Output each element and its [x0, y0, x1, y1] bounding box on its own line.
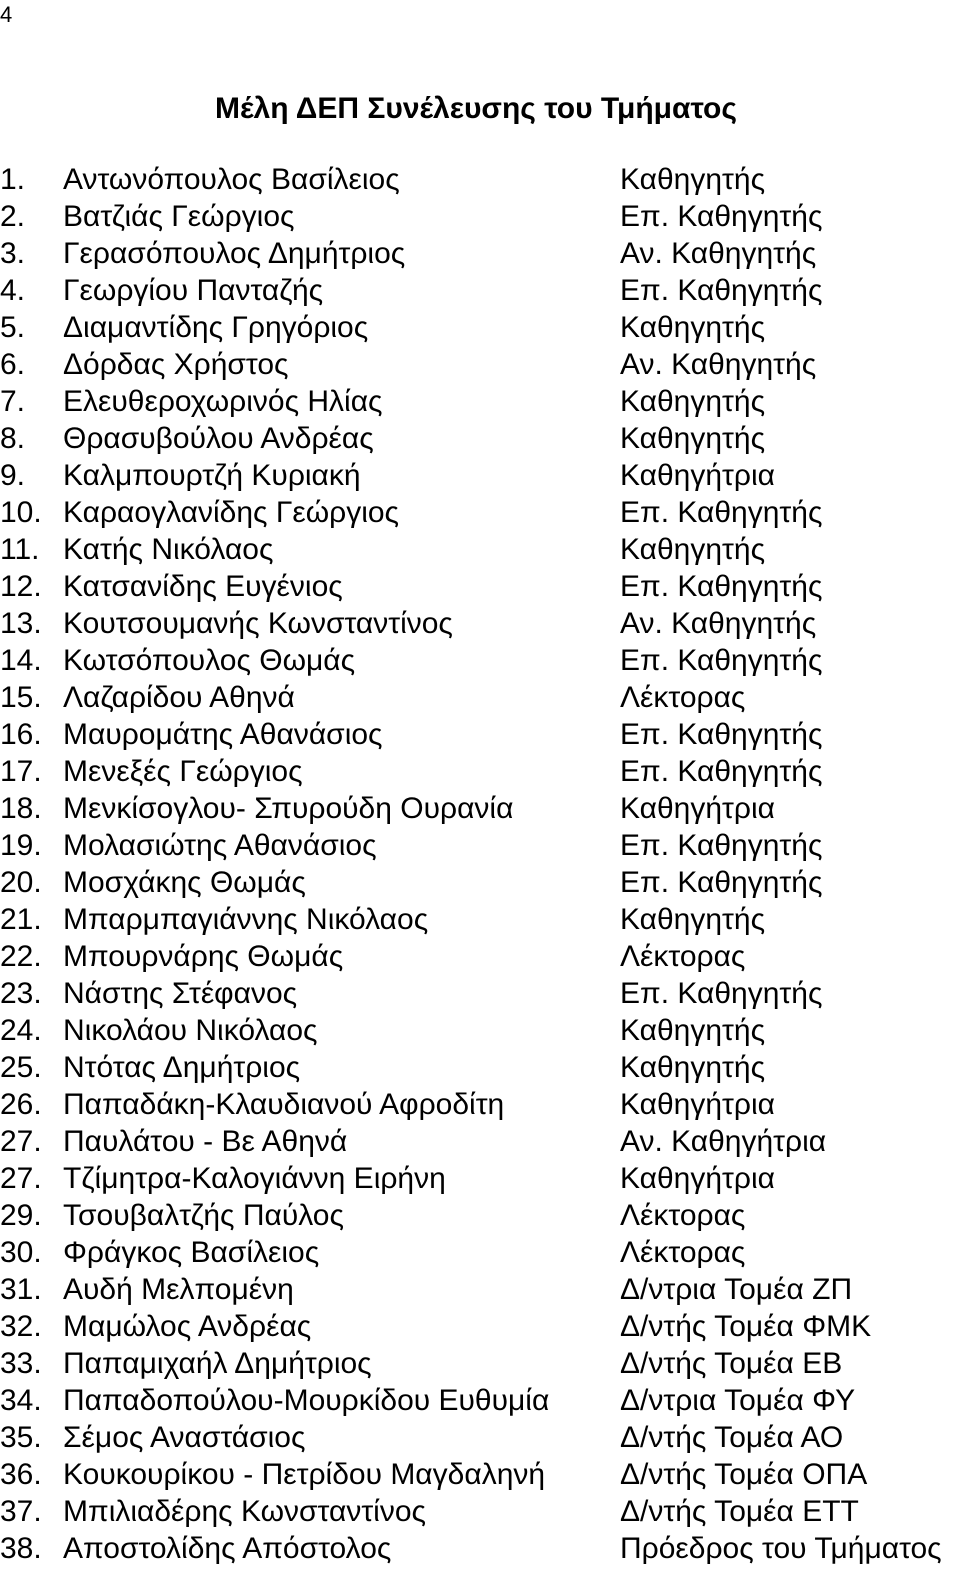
- list-item: [0, 827, 960, 864]
- member-title: Αν. Καθηγητής: [620, 237, 817, 270]
- member-title: Επ. Καθηγητής: [620, 570, 823, 603]
- member-number: 27.: [0, 1162, 42, 1195]
- member-name: Δόρδας Χρήστος: [63, 348, 289, 381]
- member-number: 22.: [0, 940, 42, 973]
- member-name: Ντότας Δημήτριος: [63, 1051, 301, 1084]
- member-title: Καθηγήτρια: [620, 792, 775, 825]
- member-title: Πρόεδρος του Τμήματος: [620, 1532, 942, 1565]
- member-number: 3.: [0, 237, 26, 270]
- member-title: Επ. Καθηγητής: [620, 644, 823, 677]
- list-item: [0, 1123, 960, 1160]
- member-number: 23.: [0, 977, 42, 1010]
- member-number: 25.: [0, 1051, 42, 1084]
- member-title: Καθηγήτρια: [620, 459, 775, 492]
- member-title: Αν. Καθηγητής: [620, 607, 817, 640]
- member-number: 13.: [0, 607, 42, 640]
- member-name: Κουκουρίκου - Πετρίδου Μαγδαληνή: [63, 1458, 546, 1491]
- list-item: [0, 420, 960, 457]
- member-title: Δ/ντής Τομέα ΑΟ: [620, 1421, 844, 1454]
- member-name: Καραογλανίδης Γεώργιος: [63, 496, 400, 529]
- member-number: 32.: [0, 1310, 42, 1343]
- member-number: 26.: [0, 1088, 42, 1121]
- member-name: Μενκίσογλου- Σπυρούδη Ουρανία: [63, 792, 514, 825]
- member-title: Καθηγητής: [620, 1051, 766, 1084]
- member-title: Επ. Καθηγητής: [620, 829, 823, 862]
- list-item: [0, 901, 960, 938]
- member-title: Επ. Καθηγητής: [620, 200, 823, 233]
- list-item: [0, 642, 960, 679]
- list-item: [0, 1049, 960, 1086]
- member-name: Αντωνόπουλος Βασίλειος: [63, 163, 400, 196]
- member-number: 21.: [0, 903, 42, 936]
- list-item: [0, 198, 960, 235]
- member-number: 16.: [0, 718, 42, 751]
- list-item: [0, 605, 960, 642]
- member-title: Καθηγητής: [620, 903, 766, 936]
- member-name: Μπιλιαδέρης Κωνσταντίνος: [63, 1495, 426, 1528]
- member-title: Λέκτορας: [620, 1236, 746, 1269]
- list-item: [0, 753, 960, 790]
- list-item: [0, 309, 960, 346]
- member-title: Καθηγητής: [620, 385, 766, 418]
- list-item: [0, 1160, 960, 1197]
- member-name: Μενεξές Γεώργιος: [63, 755, 303, 788]
- list-item: [0, 531, 960, 568]
- member-number: 36.: [0, 1458, 42, 1491]
- member-title: Δ/ντής Τομέα ΟΠΑ: [620, 1458, 868, 1491]
- member-number: 34.: [0, 1384, 42, 1417]
- member-number: 6.: [0, 348, 26, 381]
- member-title: Δ/ντής Τομέα ΕΒ: [620, 1347, 843, 1380]
- member-name: Γερασόπουλος Δημήτριος: [63, 237, 406, 270]
- member-title: Επ. Καθηγητής: [620, 718, 823, 751]
- member-number: 31.: [0, 1273, 42, 1306]
- member-number: 10.: [0, 496, 42, 529]
- member-number: 15.: [0, 681, 42, 714]
- member-name: Γεωργίου Πανταζής: [63, 274, 324, 307]
- list-item: [0, 568, 960, 605]
- member-title: Καθηγητής: [620, 163, 766, 196]
- member-name: Κωτσόπουλος Θωμάς: [63, 644, 356, 677]
- member-title: Αν. Καθηγήτρια: [620, 1125, 827, 1158]
- document-title: [0, 91, 960, 127]
- list-item: [0, 457, 960, 494]
- member-title: Επ. Καθηγητής: [620, 496, 823, 529]
- member-number: 37.: [0, 1495, 42, 1528]
- member-name: Παπαδάκη-Κλαυδιανού Αφροδίτη: [63, 1088, 505, 1121]
- member-title: Επ. Καθηγητής: [620, 977, 823, 1010]
- member-name: Τζίμητρα-Καλογιάννη Ειρήνη: [63, 1162, 446, 1195]
- member-name: Μαμώλος Ανδρέας: [63, 1310, 312, 1343]
- list-item: [0, 1382, 960, 1419]
- member-name: Θρασυβούλου Ανδρέας: [63, 422, 374, 455]
- member-name: Κατής Νικόλαος: [63, 533, 274, 566]
- member-name: Τσουβαλτζής Παύλος: [63, 1199, 344, 1232]
- list-item: [0, 383, 960, 420]
- member-title: Επ. Καθηγητής: [620, 866, 823, 899]
- list-item: [0, 1530, 960, 1567]
- list-item: [0, 790, 960, 827]
- member-name: Μοσχάκης Θωμάς: [63, 866, 306, 899]
- member-name: Παυλάτου - Βε Αθηνά: [63, 1125, 348, 1158]
- member-title: Λέκτορας: [620, 940, 746, 973]
- member-title: Λέκτορας: [620, 681, 746, 714]
- member-name: Διαμαντίδης Γρηγόριος: [63, 311, 369, 344]
- member-title: Επ. Καθηγητής: [620, 755, 823, 788]
- member-name: Μπουρνάρης Θωμάς: [63, 940, 344, 973]
- member-name: Μολασιώτης Αθανάσιος: [63, 829, 377, 862]
- member-name: Καλμπουρτζή Κυριακή: [63, 459, 361, 492]
- member-number: 11.: [0, 533, 40, 566]
- member-title: Καθηγητής: [620, 311, 766, 344]
- member-number: 33.: [0, 1347, 42, 1380]
- member-number: 4.: [0, 274, 26, 307]
- member-number: 24.: [0, 1014, 42, 1047]
- member-title: Αν. Καθηγητής: [620, 348, 817, 381]
- member-number: 8.: [0, 422, 26, 455]
- member-number: 30.: [0, 1236, 42, 1269]
- member-name: Φράγκος Βασίλειος: [63, 1236, 320, 1269]
- member-name: Μπαρμπαγιάννης Νικόλαος: [63, 903, 429, 936]
- member-name: Νάστης Στέφανος: [63, 977, 298, 1010]
- member-title: Δ/ντρια Τομέα ΖΠ: [620, 1273, 853, 1306]
- list-item: [0, 272, 960, 309]
- list-item: [0, 1086, 960, 1123]
- list-item: [0, 1308, 960, 1345]
- member-name: Μαυρομάτης Αθανάσιος: [63, 718, 383, 751]
- member-title: Καθηγητής: [620, 422, 766, 455]
- list-item: [0, 975, 960, 1012]
- list-item: [0, 1345, 960, 1382]
- member-number: 27.: [0, 1125, 42, 1158]
- member-number: 18.: [0, 792, 42, 825]
- member-list: [0, 161, 960, 1567]
- list-item: [0, 716, 960, 753]
- page-number: 4: [0, 2, 13, 27]
- member-number: 5.: [0, 311, 26, 344]
- list-item: [0, 1419, 960, 1456]
- list-item: [0, 346, 960, 383]
- member-title: Δ/ντρια Τομέα ΦΥ: [620, 1384, 856, 1417]
- member-name: Ελευθεροχωρινός Ηλίας: [63, 385, 383, 418]
- member-title: Δ/ντής Τομέα ΕΤΤ: [620, 1495, 859, 1528]
- member-number: 20.: [0, 866, 42, 899]
- list-item: [0, 938, 960, 975]
- member-name: Παπαμιχαήλ Δημήτριος: [63, 1347, 372, 1380]
- list-item: [0, 1234, 960, 1271]
- list-item: [0, 1012, 960, 1049]
- member-number: 9.: [0, 459, 26, 492]
- member-number: 14.: [0, 644, 42, 677]
- list-item: [0, 1456, 960, 1493]
- member-number: 2.: [0, 200, 26, 233]
- member-name: Νικολάου Νικόλαος: [63, 1014, 318, 1047]
- member-title: Καθηγητής: [620, 1014, 766, 1047]
- member-number: 19.: [0, 829, 42, 862]
- member-name: Βατζιάς Γεώργιος: [63, 200, 295, 233]
- member-name: Αποστολίδης Απόστολος: [63, 1532, 392, 1565]
- member-title: Καθηγήτρια: [620, 1162, 775, 1195]
- member-number: 38.: [0, 1532, 42, 1565]
- member-number: 17.: [0, 755, 42, 788]
- member-title: Λέκτορας: [620, 1199, 746, 1232]
- list-item: [0, 235, 960, 272]
- member-number: 1.: [0, 163, 26, 196]
- member-number: 12.: [0, 570, 42, 603]
- member-number: 35.: [0, 1421, 42, 1454]
- member-name: Κουτσουμανής Κωνσταντίνος: [63, 607, 453, 640]
- member-name: Παπαδοπούλου-Μουρκίδου Ευθυμία: [63, 1384, 550, 1417]
- member-name: Λαζαρίδου Αθηνά: [63, 681, 295, 714]
- list-item: [0, 679, 960, 716]
- member-number: 7.: [0, 385, 26, 418]
- member-title: Δ/ντής Τομέα ΦΜΚ: [620, 1310, 872, 1343]
- member-name: Κατσανίδης Ευγένιος: [63, 570, 343, 603]
- list-item: [0, 1271, 960, 1308]
- member-title: Επ. Καθηγητής: [620, 274, 823, 307]
- document-title-text: Μέλη ΔΕΠ Συνέλευσης του Τμήματος: [215, 92, 737, 125]
- member-title: Καθηγήτρια: [620, 1088, 775, 1121]
- list-item: [0, 494, 960, 531]
- member-name: Σέμος Αναστάσιος: [63, 1421, 306, 1454]
- list-item: [0, 1493, 960, 1530]
- list-item: [0, 864, 960, 901]
- list-item: [0, 161, 960, 198]
- list-item: [0, 1197, 960, 1234]
- member-name: Αυδή Μελπομένη: [63, 1273, 294, 1306]
- member-title: Καθηγητής: [620, 533, 766, 566]
- member-number: 29.: [0, 1199, 42, 1232]
